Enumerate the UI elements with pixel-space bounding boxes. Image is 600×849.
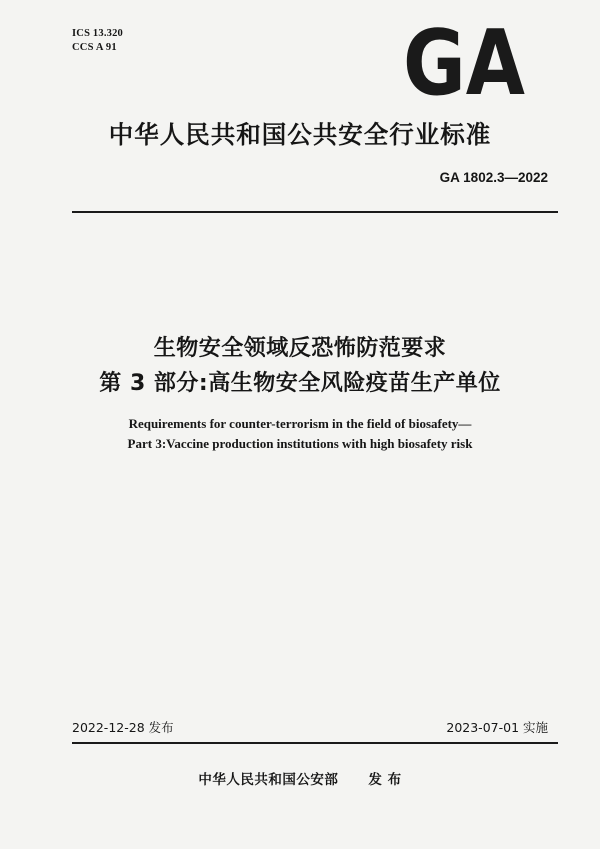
publisher-name: 中华人民共和国公安部	[198, 772, 339, 788]
publisher-action: 发 布	[368, 772, 402, 788]
publisher	[0, 768, 600, 788]
top-divider	[72, 211, 558, 213]
standard-type-heading: 中华人民共和国公共安全行业标准	[108, 120, 492, 149]
ga-logo-text: GA	[403, 11, 526, 116]
bottom-divider	[72, 742, 558, 744]
ccs-code: CCS A 91	[72, 42, 117, 53]
title-cn-line2: 第 3 部分:高生物安全风险疫苗生产单位	[99, 371, 501, 396]
title-cn-line1: 生物安全领域反恐怖防范要求	[153, 336, 447, 361]
ga-logo	[401, 11, 527, 116]
implementation-date: 2023-07-01 实施	[446, 720, 548, 735]
title-en-line1: Requirements for counter-terrorism in the field of biosafety—	[128, 416, 472, 431]
issue-date: 2022-12-28 发布	[72, 720, 174, 735]
title-en-line2: Part 3:Vaccine production institutions with high biosafety risk	[127, 436, 473, 451]
ics-code: ICS 13.320	[72, 28, 124, 39]
standard-number: GA 1802.3—2022	[439, 170, 548, 185]
classification-codes	[72, 27, 123, 55]
